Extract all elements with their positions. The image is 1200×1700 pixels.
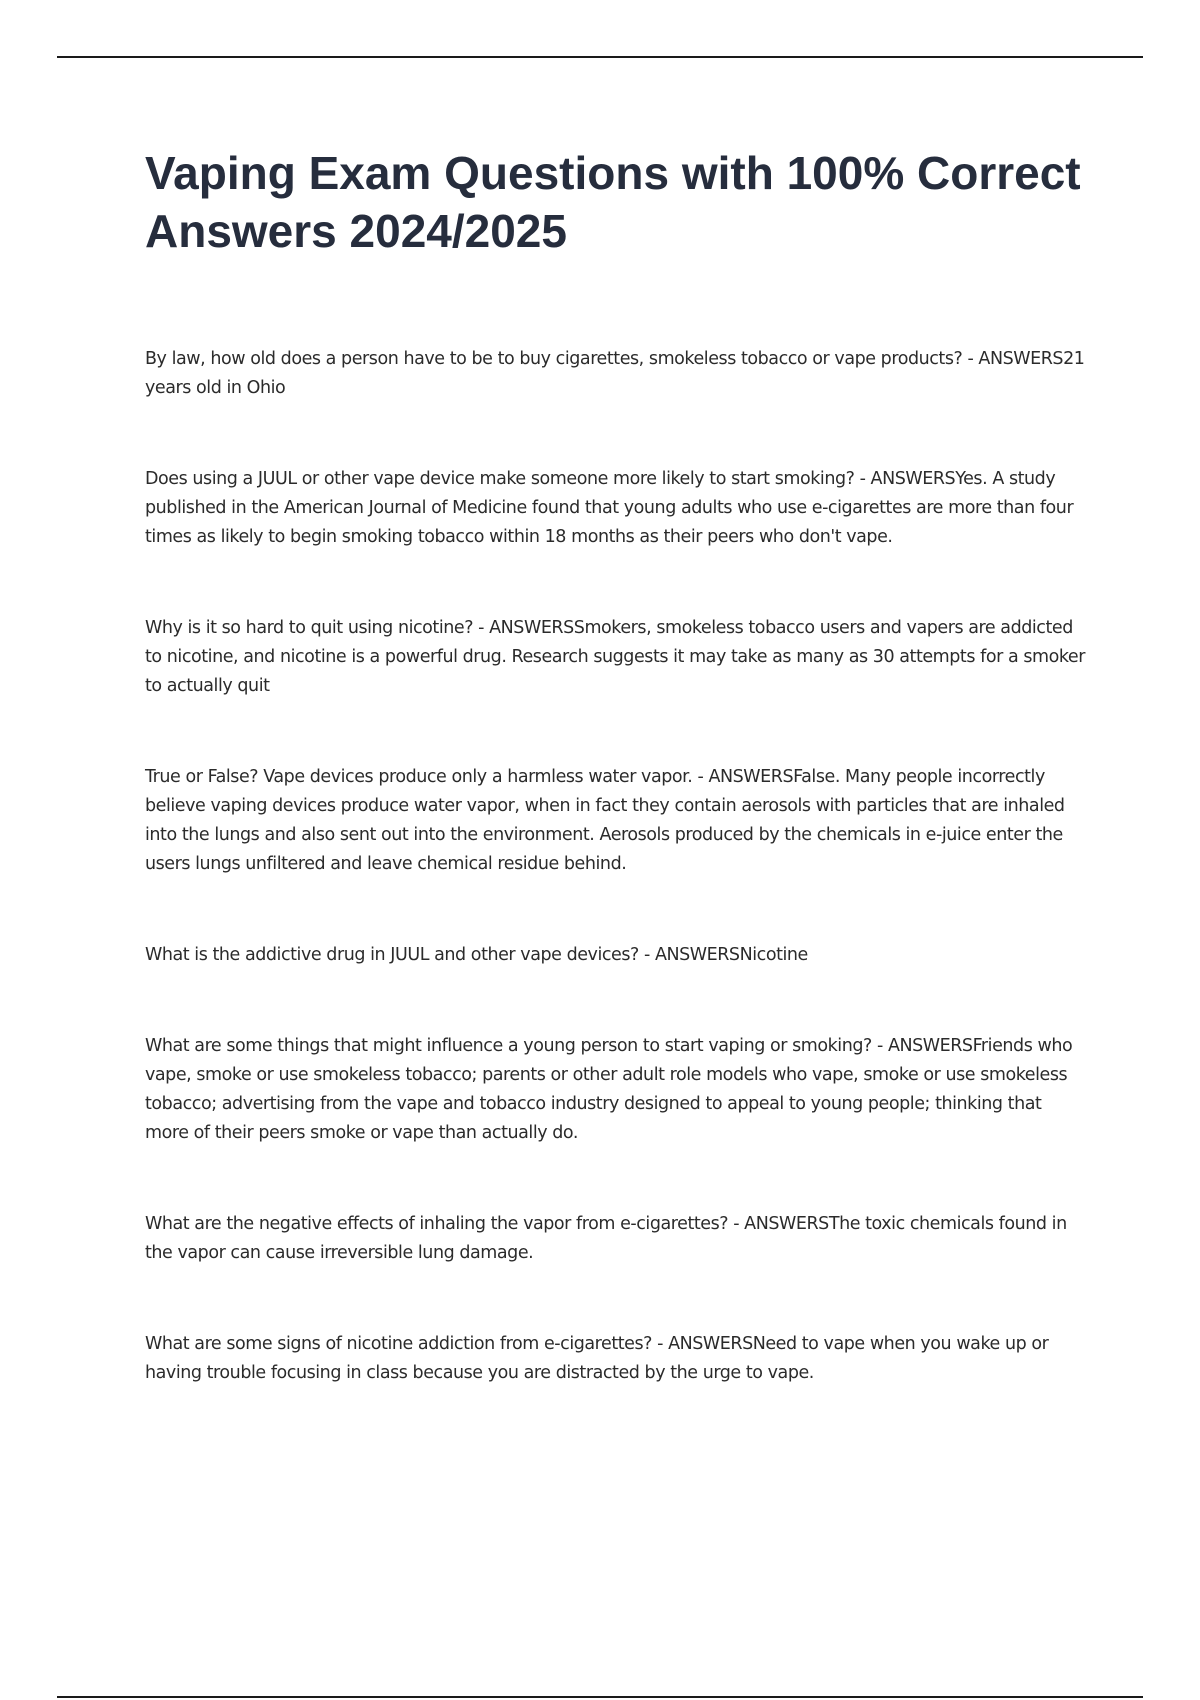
- qa-item: What are the negative effects of inhaling the vapor from e-cigarettes? - ANSWERSThe toxic chemicals found in the vapor can cause irreversible lung damage.: [145, 1214, 1067, 1263]
- qa-item: Why is it so hard to quit using nicotine? - ANSWERSSmokers, smokeless tobacco users and vapers are addicted to nicotine, and nicotine is a powerful drug. Research suggests it may take as many as 30 attempts for a smoker to actually quit: [145, 618, 1085, 696]
- qa-item: What are some signs of nicotine addiction from e-cigarettes? - ANSWERSNeed to vape when you wake up or having trouble focusing in class because you are distracted by the urge to vape.: [145, 1334, 1049, 1383]
- qa-item: What is the addictive drug in JUUL and other vape devices? - ANSWERSNicotine: [145, 945, 808, 965]
- qa-item: Does using a JUUL or other vape device make someone more likely to start smoking? - ANSWERSYes. A study published in the American Journal of Medicine found that young adults who use e-cigarettes are more than four times as likely to begin smoking tobacco within 18 months as their peers who don't vape.: [145, 469, 1074, 547]
- qa-item: By law, how old does a person have to be to buy cigarettes, smokeless tobacco or vape products? - ANSWERS21 years old in Ohio: [145, 349, 1085, 398]
- document-title: Vaping Exam Questions with 100% Correct Answers 2024/2025: [145, 147, 1081, 257]
- qa-list: [145, 345, 1090, 1388]
- bottom-rule: [57, 1696, 1143, 1698]
- qa-item: True or False? Vape devices produce only a harmless water vapor. - ANSWERSFalse. Many people incorrectly believe vaping devices produce water vapor, when in fact they contain aerosols with particles that are inhaled into the lungs and also sent out into the environment. Aerosols produced by the chemicals in e-juice enter the users lungs unfiltered and leave chemical residue behind.: [145, 767, 1065, 874]
- top-rule: [57, 56, 1143, 58]
- qa-item: What are some things that might influence a young person to start vaping or smoking? - ANSWERSFriends who vape, smoke or use smokeless tobacco; parents or other adult role models who vape, smoke or use smokeless tobacco; advertising from the vape and tobacco industry designed to appeal to young people; thinking that more of their peers smoke or vape than actually do.: [145, 1036, 1073, 1143]
